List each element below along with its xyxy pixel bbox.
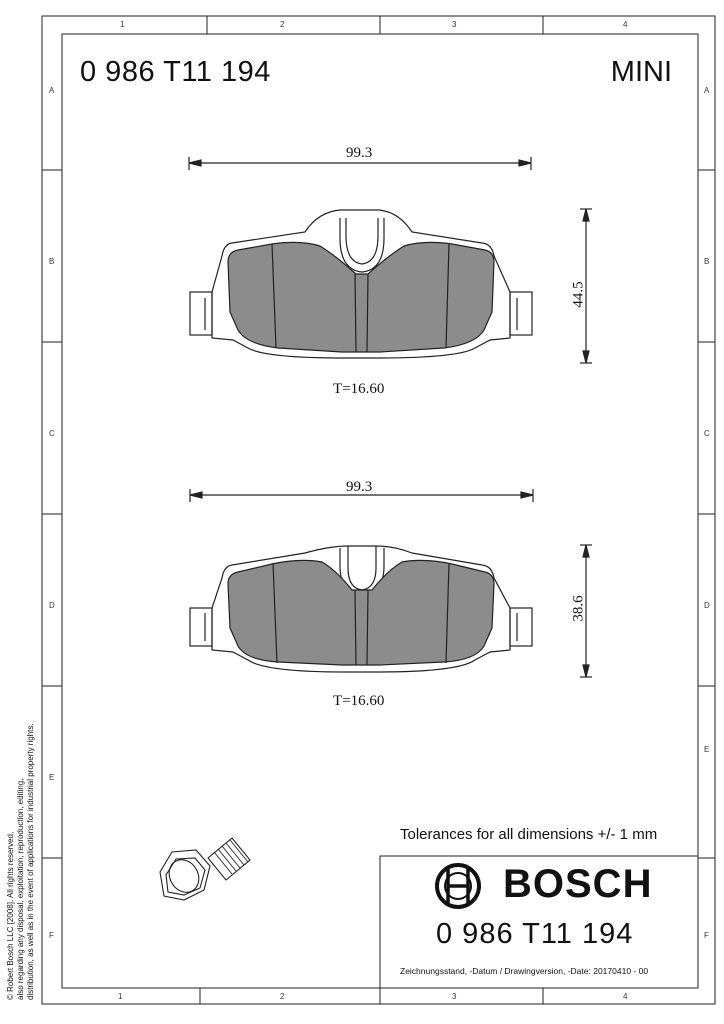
part-number-title: 0 986 T11 194 (80, 56, 271, 88)
vehicle-make: MINI (610, 56, 672, 88)
row-label: E (704, 745, 710, 754)
column-label: 1 (118, 992, 123, 1001)
row-label: F (49, 931, 54, 940)
row-label: E (49, 773, 55, 782)
bosch-logo-icon (437, 865, 479, 907)
drawing-version-date: Zeichnungsstand, -Datum / Drawingversion, -Date: 20170410 - 00 (400, 966, 649, 976)
row-label: B (704, 257, 710, 266)
column-label: 4 (623, 992, 628, 1001)
tolerance-note: Tolerances for all dimensions +/- 1 mm (400, 826, 658, 843)
row-label: A (49, 86, 55, 95)
top-pad-thickness: T=16.60 (333, 381, 385, 397)
bottom-pad-height-dimension: 38.6 (570, 595, 587, 622)
row-label: A (704, 86, 710, 95)
brand-name: BOSCH (503, 862, 653, 906)
column-label: 2 (280, 992, 285, 1001)
copyright-notice (6, 723, 36, 1000)
copyright-line: distribution, as well as in the event of applications for industrial property rights. (26, 723, 35, 1000)
title-block-part-number: 0 986 T11 194 (436, 918, 634, 950)
row-label: C (49, 429, 55, 438)
brake-pad-top (189, 157, 592, 363)
top-pad-width-dimension: 99.3 (346, 145, 373, 161)
copyright-line: © Robert Bosch LLC [2008]. All rights reserved, (6, 831, 15, 1000)
row-label: C (704, 429, 710, 438)
brake-pad-bottom (190, 489, 592, 677)
bottom-pad-width-dimension: 99.3 (346, 479, 373, 495)
column-label: 3 (452, 20, 457, 29)
column-label: 1 (120, 20, 125, 29)
column-label: 4 (623, 20, 628, 29)
bottom-pad-thickness: T=16.60 (333, 693, 385, 709)
column-label: 3 (452, 992, 457, 1001)
row-label: B (49, 257, 55, 266)
row-label: F (704, 931, 709, 940)
copyright-line: also regarding any disposal, exploitation, reproduction, editing, (16, 778, 25, 1000)
row-label: D (49, 601, 55, 610)
bolt-illustration (160, 838, 250, 900)
column-label: 2 (280, 20, 285, 29)
top-pad-height-dimension: 44.5 (570, 281, 587, 308)
row-label: D (704, 601, 710, 610)
